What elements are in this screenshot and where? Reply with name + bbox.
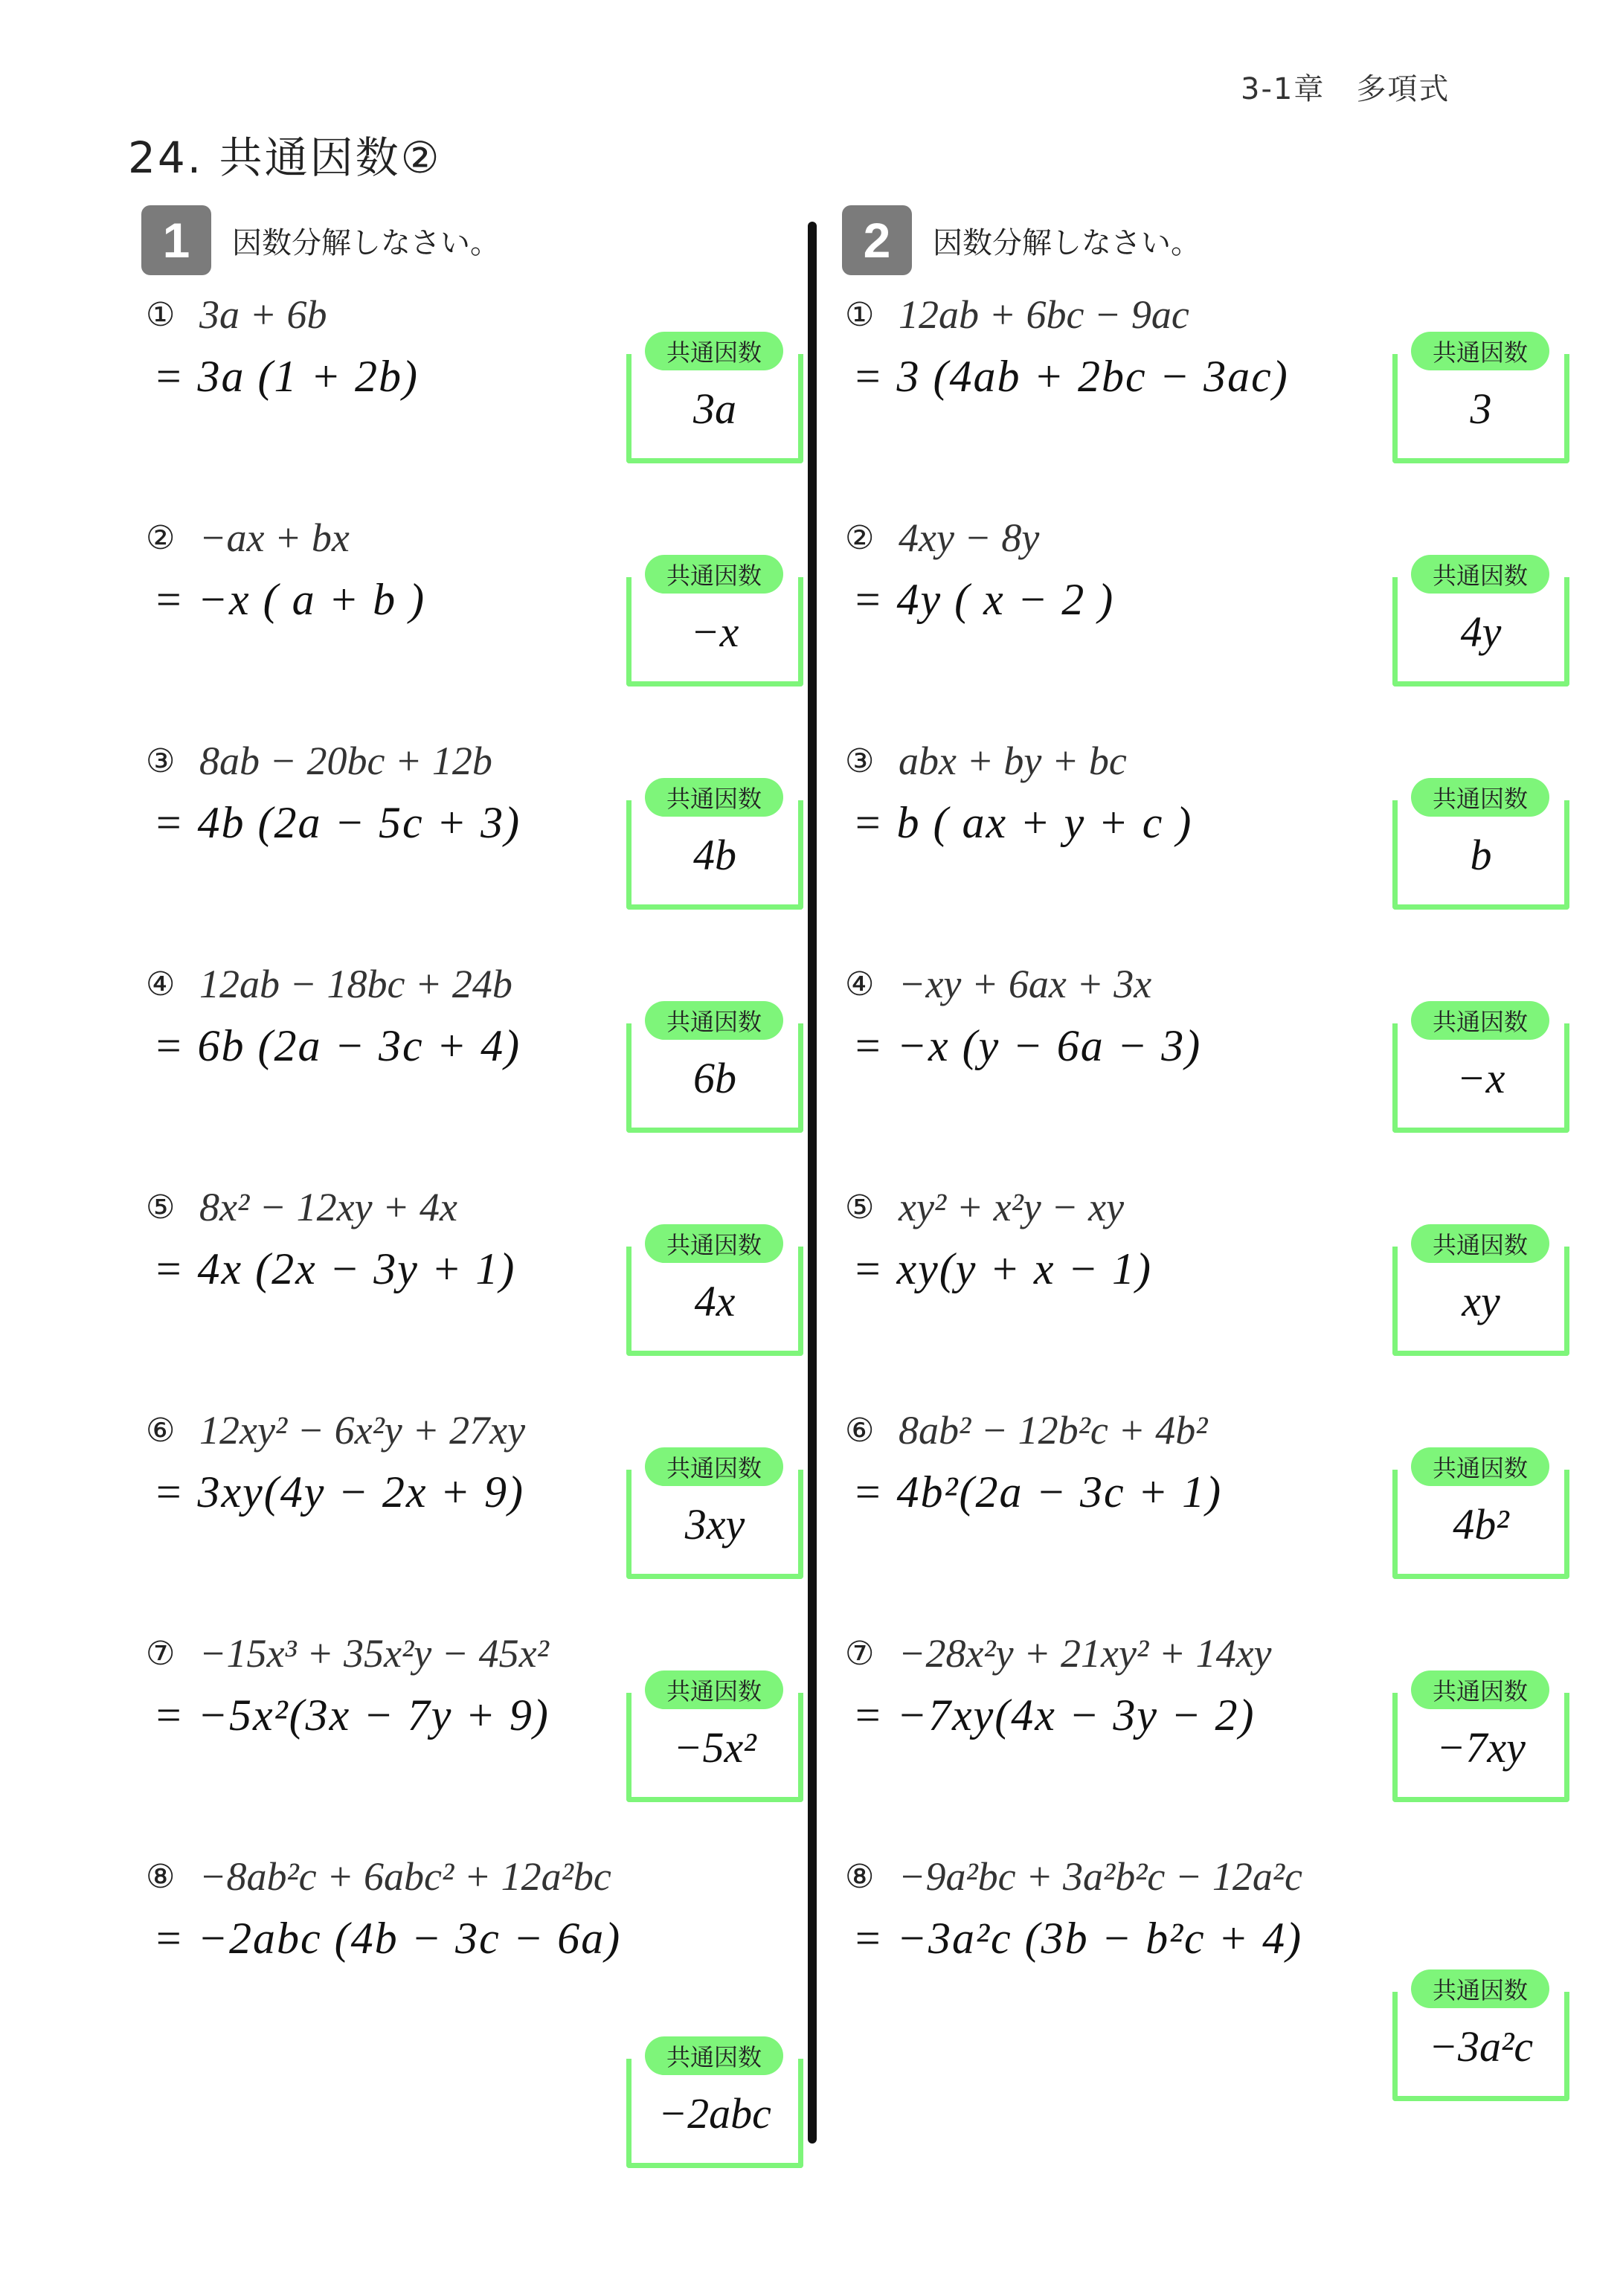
problem-item — [146, 962, 607, 1189]
problem-expression: 8ab² − 12b²c + 4b² — [899, 1408, 1208, 1453]
handwritten-answer: = −3a²c (3b − b²c + 4) — [852, 1914, 1303, 1963]
handwritten-answer: = −5x²(3x − 7y + 9) — [153, 1691, 550, 1740]
problem-item — [146, 292, 607, 519]
common-factor-answer: −2abc — [658, 2089, 771, 2138]
problem-number: ④ — [845, 965, 875, 1003]
problem-item — [845, 1408, 1306, 1635]
problem-item — [845, 292, 1306, 519]
common-factor-answer: 4b — [693, 831, 736, 879]
common-factor-answer: −x — [690, 608, 739, 656]
common-factor-box — [1392, 1231, 1569, 1356]
common-factor-box — [1392, 785, 1569, 910]
section-1-header — [141, 205, 500, 275]
common-factor-box — [626, 785, 803, 910]
problem-number: ⑤ — [845, 1189, 875, 1226]
common-factor-label: 共通因数 — [645, 778, 783, 817]
common-factor-box — [1392, 1677, 1569, 1802]
common-factor-box — [626, 2043, 803, 2168]
problem-item — [845, 1185, 1306, 1412]
common-factor-box — [1392, 562, 1569, 686]
common-factor-label: 共通因数 — [1411, 555, 1549, 594]
problem-number: ⑥ — [146, 1412, 176, 1450]
handwritten-answer: = 6b (2a − 3c + 4) — [153, 1021, 521, 1070]
handwritten-answer: = −x ( a + b ) — [153, 575, 426, 624]
common-factor-answer: xy — [1462, 1277, 1500, 1325]
problem-number: ⑤ — [146, 1189, 176, 1226]
problem-item — [845, 515, 1306, 742]
handwritten-answer: = 4y ( x − 2 ) — [852, 575, 1115, 624]
common-factor-box — [626, 1454, 803, 1579]
problem-number: ⑧ — [146, 1858, 176, 1896]
problem-number: ③ — [845, 742, 875, 780]
problem-number: ⑥ — [845, 1412, 875, 1450]
problem-item — [146, 1631, 607, 1858]
problem-expression: −8ab²c + 6abc² + 12a²bc — [199, 1854, 611, 1899]
common-factor-box — [626, 1677, 803, 1802]
common-factor-answer: 4y — [1460, 608, 1502, 656]
handwritten-answer: = 4x (2x − 3y + 1) — [153, 1244, 516, 1293]
problem-expression: 12xy² − 6x²y + 27xy — [199, 1408, 526, 1453]
chapter-label: 3-1章 多項式 — [1241, 72, 1450, 106]
common-factor-answer: b — [1470, 831, 1492, 879]
page-title: 24. 共通因数② — [128, 132, 442, 183]
common-factor-box — [626, 1008, 803, 1133]
section-2-header — [842, 205, 1201, 275]
common-factor-answer: 3xy — [684, 1500, 745, 1549]
problem-expression: −ax + bx — [199, 515, 350, 560]
problem-number: ⑦ — [146, 1635, 176, 1673]
problem-number: ③ — [146, 742, 176, 780]
problem-item — [845, 1631, 1306, 1858]
problem-expression: 12ab + 6bc − 9ac — [899, 292, 1189, 337]
section-instruction: 因数分解しなさい。 — [933, 225, 1201, 260]
problem-item — [845, 739, 1306, 965]
handwritten-answer: = 4b (2a − 5c + 3) — [153, 798, 521, 847]
common-factor-box — [626, 338, 803, 463]
problem-item — [146, 1854, 622, 2081]
common-factor-label: 共通因数 — [1411, 1670, 1549, 1709]
problem-expression: 8ab − 20bc + 12b — [199, 739, 492, 783]
problem-item — [146, 1185, 607, 1412]
common-factor-box — [1392, 1008, 1569, 1133]
problem-expression: 3a + 6b — [199, 292, 327, 337]
problem-number: ⑧ — [845, 1858, 875, 1896]
problem-item — [146, 1408, 607, 1635]
problem-expression: xy² + x²y − xy — [899, 1185, 1125, 1229]
common-factor-box — [1392, 338, 1569, 463]
section-number-badge: 2 — [842, 205, 912, 275]
handwritten-answer: = xy(y + x − 1) — [852, 1244, 1152, 1293]
problem-expression: −9a²bc + 3a²b²c − 12a²c — [899, 1854, 1302, 1899]
problem-item — [845, 1854, 1306, 2081]
common-factor-answer: −5x² — [673, 1723, 756, 1772]
common-factor-label: 共通因数 — [1411, 1969, 1549, 2008]
common-factor-label: 共通因数 — [645, 1447, 783, 1486]
common-factor-label: 共通因数 — [1411, 1447, 1549, 1486]
problem-expression: −xy + 6ax + 3x — [899, 962, 1152, 1006]
problem-expression: abx + by + bc — [899, 739, 1127, 783]
common-factor-box — [626, 562, 803, 686]
common-factor-answer: −3a²c — [1428, 2022, 1534, 2071]
handwritten-answer: = 3a (1 + 2b) — [153, 352, 419, 401]
common-factor-answer: 4x — [694, 1277, 736, 1325]
problem-item — [146, 739, 607, 965]
common-factor-answer: 4b² — [1453, 1500, 1509, 1549]
problem-expression: 4xy − 8y — [899, 515, 1040, 560]
problem-number: ② — [845, 519, 875, 557]
handwritten-answer: = 4b²(2a − 3c + 1) — [852, 1467, 1223, 1517]
problem-number: ① — [845, 296, 875, 334]
common-factor-label: 共通因数 — [1411, 1224, 1549, 1263]
common-factor-answer: 3a — [693, 385, 736, 433]
problem-expression: −15x³ + 35x²y − 45x² — [199, 1631, 549, 1676]
section-number-badge: 1 — [141, 205, 211, 275]
handwritten-answer: = b ( ax + y + c ) — [852, 798, 1193, 847]
common-factor-label: 共通因数 — [645, 1224, 783, 1263]
common-factor-label: 共通因数 — [1411, 332, 1549, 370]
problem-number: ④ — [146, 965, 176, 1003]
problem-item — [845, 962, 1306, 1189]
common-factor-label: 共通因数 — [645, 332, 783, 370]
common-factor-label: 共通因数 — [645, 555, 783, 594]
common-factor-label: 共通因数 — [645, 2036, 783, 2075]
problem-expression: 12ab − 18bc + 24b — [199, 962, 512, 1006]
problem-number: ① — [146, 296, 176, 334]
common-factor-answer: −x — [1456, 1054, 1505, 1102]
problem-number: ⑦ — [845, 1635, 875, 1673]
handwritten-answer: = −7xy(4x − 3y − 2) — [852, 1691, 1256, 1740]
section-instruction: 因数分解しなさい。 — [232, 225, 500, 260]
common-factor-box — [1392, 1454, 1569, 1579]
problem-number: ② — [146, 519, 176, 557]
problem-expression: 8x² − 12xy + 4x — [199, 1185, 457, 1229]
handwritten-answer: = −x (y − 6a − 3) — [852, 1021, 1202, 1070]
common-factor-label: 共通因数 — [645, 1670, 783, 1709]
common-factor-label: 共通因数 — [1411, 778, 1549, 817]
common-factor-box — [626, 1231, 803, 1356]
problem-item — [146, 515, 607, 742]
handwritten-answer: = −2abc (4b − 3c − 6a) — [153, 1914, 622, 1963]
common-factor-label: 共通因数 — [1411, 1001, 1549, 1040]
common-factor-box — [1392, 1976, 1569, 2101]
common-factor-answer: 3 — [1470, 385, 1492, 433]
problem-expression: −28x²y + 21xy² + 14xy — [899, 1631, 1272, 1676]
common-factor-answer: 6b — [693, 1054, 736, 1102]
column-divider — [808, 222, 817, 2144]
handwritten-answer: = 3 (4ab + 2bc − 3ac) — [852, 352, 1289, 401]
handwritten-answer: = 3xy(4y − 2x + 9) — [153, 1467, 524, 1517]
common-factor-label: 共通因数 — [645, 1001, 783, 1040]
common-factor-answer: −7xy — [1436, 1723, 1526, 1772]
